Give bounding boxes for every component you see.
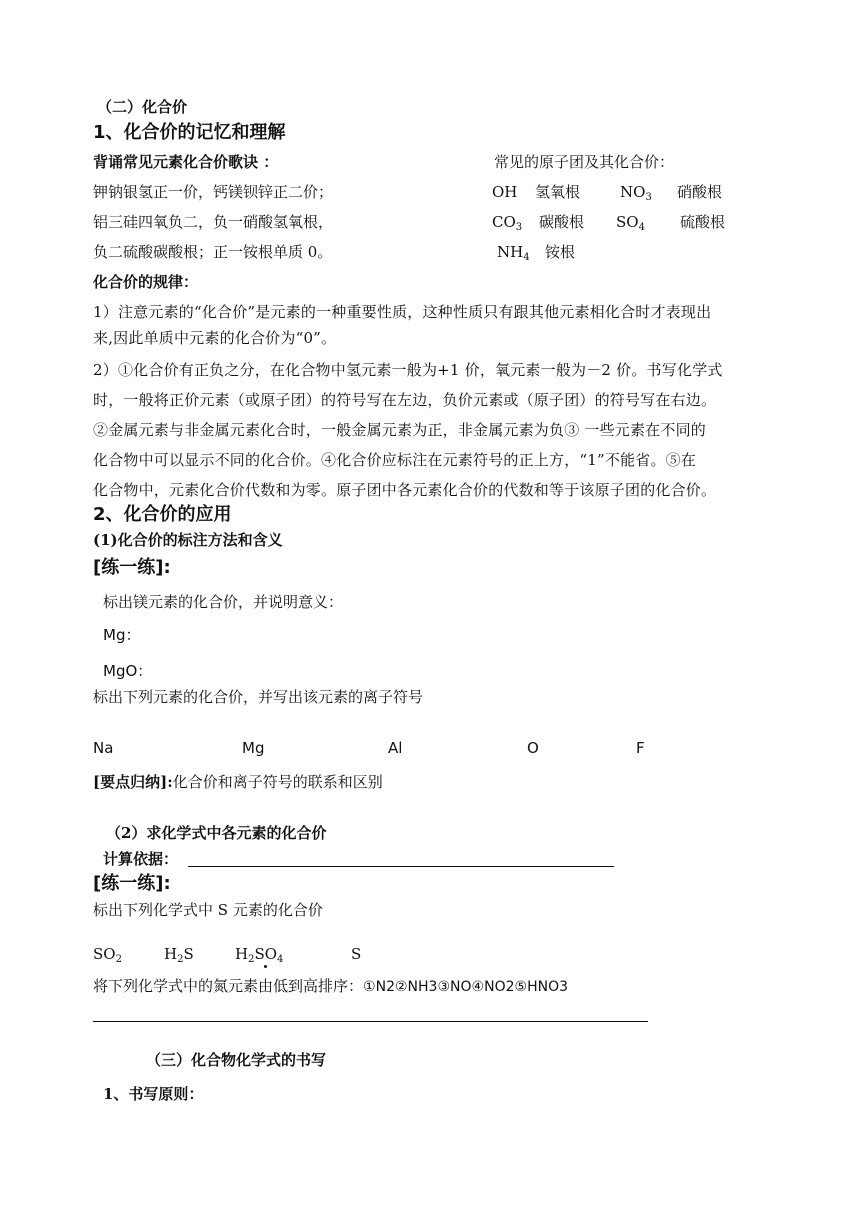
- element-o: O: [527, 739, 539, 757]
- radical-no3: $NO_3$: [620, 183, 652, 203]
- formula-so2: $SO_2$: [93, 945, 122, 965]
- rule-line-7: 化合物中，元素化合价代数和为零。原子团中各元素化合价的代数和等于该原子团的化合价。: [93, 481, 717, 499]
- practice1-instruction: 标出镁元素的化合价，并说明意义：: [103, 593, 344, 611]
- heading-memory-understanding: 1、化合价的记忆和理解: [93, 122, 286, 143]
- key-points: [93, 772, 383, 792]
- key-points-label: [要点归纳]:: [93, 773, 173, 791]
- practice2-instruction: 标出下列元素的化合价，并写出该元素的离子符号: [93, 688, 424, 706]
- practice1-mgo: MgO：: [103, 662, 153, 680]
- radicals-title: 常见的原子团及其化合价：: [494, 153, 675, 171]
- element-al: Al: [388, 739, 403, 757]
- radical-so4: $SO_4$: [616, 213, 645, 233]
- formula-s: S: [351, 945, 362, 963]
- radical-oh: OH: [492, 183, 518, 201]
- rule-line-2: 来,因此单质中元素的化合价为“0”。: [93, 329, 337, 347]
- rule-line-1: 1）注意元素的“化合价”是元素的一种重要性质，这种性质只有跟其他元素相化合时才表现出: [93, 303, 712, 321]
- element-na: Na: [93, 739, 114, 757]
- rhyme-line-2: 铝三硅四氧负二，负一硝酸氢氧根，: [93, 213, 334, 231]
- key-points-text: 化合价和离子符号的联系和区别: [172, 773, 383, 791]
- heading-application: 2、化合价的应用: [93, 504, 232, 525]
- rule-line-5: ②金属元素与非金属元素化合时，一般金属元素为正，非金属元素为负③ 一些元素在不同的: [93, 421, 706, 439]
- radical-co3-name: 碳酸根: [539, 213, 585, 231]
- radical-nh4-name: 铵根: [545, 243, 576, 261]
- radical-so4-name: 硫酸根: [680, 213, 726, 231]
- subheading-notation: (1)化合价的标注方法和含义: [93, 531, 283, 549]
- rule-line-4: 时，一般将正价元素（或原子团）的符号写在左边，负价元素或（原子团）的符号写在右边。: [93, 391, 717, 409]
- formula-h2s: $H_2S$: [164, 945, 194, 965]
- practice-label-1: [练一练]:: [93, 557, 171, 578]
- element-f: F: [636, 739, 645, 757]
- radical-nh4: $NH_4$: [497, 243, 530, 263]
- rules-title: 化合价的规律：: [93, 273, 199, 291]
- practice-label-2: [练一练]:: [93, 873, 171, 894]
- rhyme-line-1: 钾钠银氢正一价，钙镁钡锌正二价；: [93, 183, 334, 201]
- writing-principle: 1、书写原则：: [103, 1085, 204, 1103]
- nitrogen-order-line: 将下列化学式中的氮元素由低到高排序：①N2②NH3③NO④NO2⑤HNO3: [93, 977, 569, 995]
- element-mg: Mg: [242, 739, 265, 757]
- section-title-formula-writing: （三）化合物化学式的书写: [146, 1051, 327, 1069]
- radical-no3-name: 硝酸根: [677, 183, 723, 201]
- calc-basis-blank-line[interactable]: [188, 866, 614, 867]
- practice1-mg: Mg：: [103, 626, 141, 644]
- nitrogen-order-blank-line[interactable]: [93, 1021, 648, 1022]
- subheading-find-valence: （2）求化学式中各元素的化合价: [106, 824, 327, 842]
- formula-h2so4: $H_2SO_4$: [235, 945, 284, 965]
- rhyme-title: 背诵常见元素化合价歌诀 ：: [93, 153, 279, 171]
- radical-oh-name: 氢氧根: [535, 183, 581, 201]
- radical-co3: $CO_3$: [492, 213, 523, 233]
- section-title-valence: （二）化合价: [97, 98, 188, 116]
- rhyme-line-3: 负二硫酸碳酸根；正一铵根单质 0。: [93, 243, 333, 261]
- practice3-instruction: 标出下列化学式中 S 元素的化合价: [93, 901, 323, 919]
- rule-line-6: 化合物中可以显示不同的化合价。④化合价应标注在元素符号的正上方，“1”不能省。⑤在: [93, 451, 697, 469]
- calc-basis-label: 计算依据：: [103, 850, 179, 868]
- rule-line-3: 2）①化合价有正负之分，在化合物中氢元素一般为+1 价，氧元素一般为－2 价。书写化学式: [93, 361, 723, 379]
